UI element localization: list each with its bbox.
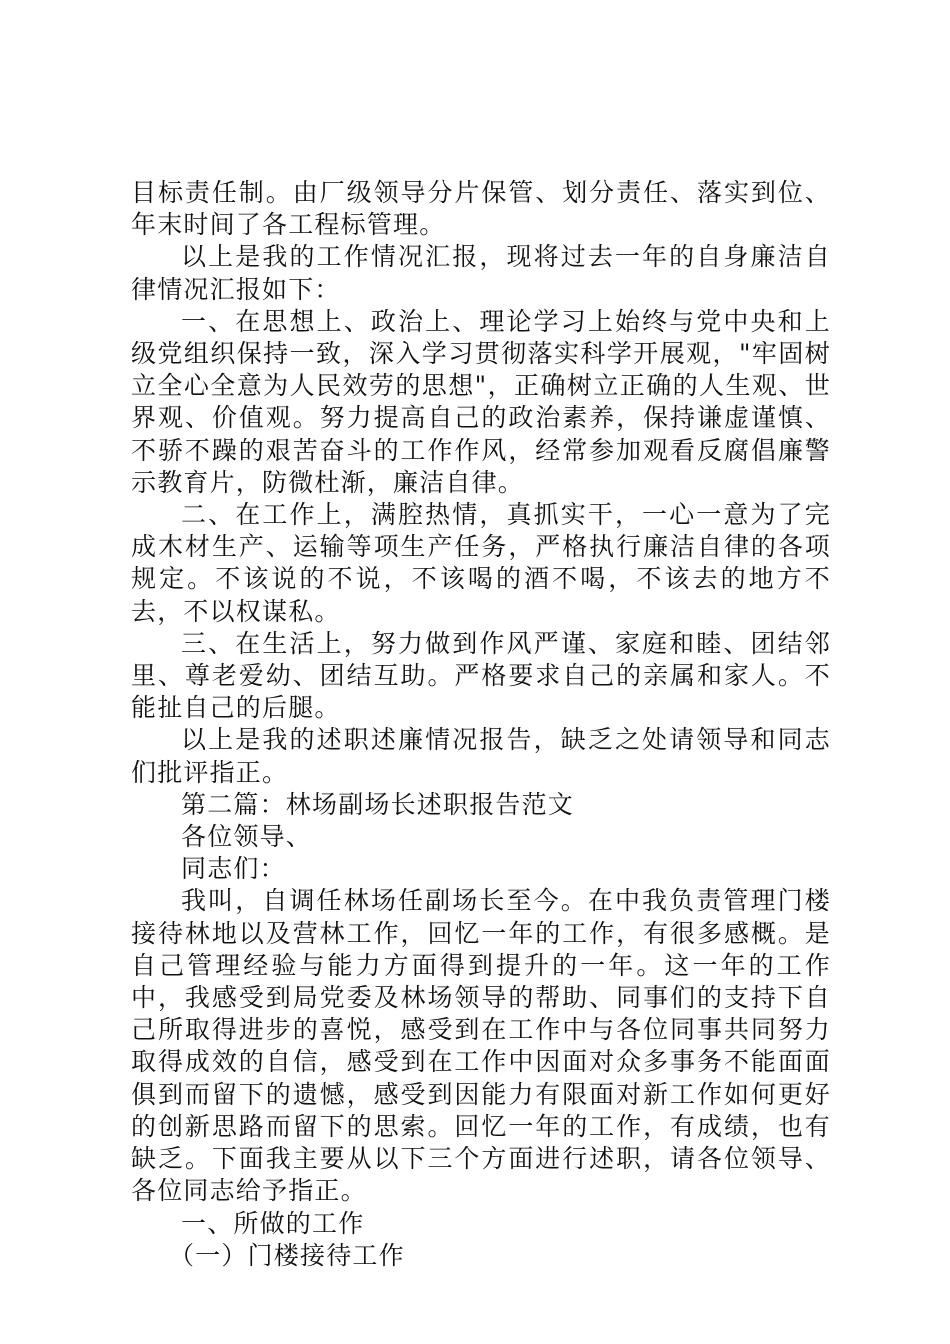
paragraph-work-attitude: 二、在工作上，满腔热情，真抓实干，一心一意为了完成木材生产、运输等项生产任务，严格执行廉洁自律的各项规定。不该说的不说，不该喝的酒不喝，不该去的地方不去，不以权谋私。 [131,500,831,626]
paragraph-self-discipline-intro: 以上是我的工作情况汇报，现将过去一年的自身廉洁自律情况汇报如下： [131,242,831,304]
paragraph-report-closing: 以上是我的述职述廉情况报告，缺乏之处请领导和同志们批评指正。 [131,725,831,787]
salutation-leaders: 各位领导、 [181,822,313,852]
paragraph-political-thought: 一、在思想上、政治上、理论学习上始终与党中央和上级党组织保持一致，深入学习贯彻落实科学开展观，"牢固树立全心全意为人民效劳的思想"，正确树立正确的人生观、世界观、价值观。努力提高自己的政治素养，保持谦虚谨慎、不骄不躁的艰苦奋斗的工作作风，经常参加观看反腐倡廉警示教育片，防微杜渐，廉洁自律。 [131,306,831,497]
document-body [131,177,831,1272]
paragraph-target-responsibility: 目标责任制。由厂级领导分片保管、划分责任、落实到位、年末时间了各工程标管理。 [131,178,831,240]
paragraph-daily-life: 三、在生活上，努力做到作风严谨、家庭和睦、团结邻里、尊老爱幼、团结互助。严格要求自己的亲属和家人。不能扯自己的后腿。 [131,628,831,723]
paragraph-self-introduction: 我叫，自调任林场任副场长至今。在中我负责管理门楼接待林地以及营林工作，回忆一年的工作，有很多感概。是自己管理经验与能力方面得到提升的一年。这一年的工作中，我感受到局党委及林场领导的帮助、同事们的支持下自己所取得进步的喜悦，感受到在工作中与各位同事共同努力取得成效的自信，感受到在工作中因面对众多事务不能面面俱到而留下的遗憾，感受到因能力有限面对新工作如何更好的创新思路而留下的思索。回忆一年的工作，有成绩，也有缺乏。下面我主要从以下三个方面进行述职，请各位领导、各位同志给予指正。 [131,886,831,1206]
section-title-second-article: 第二篇：林场副场长述职报告范文 [181,789,575,819]
subheading-reception-work: （一）门楼接待工作 [169,1240,405,1270]
heading-work-done: 一、所做的工作 [181,1208,365,1238]
salutation-comrades: 同志们： [181,854,286,884]
